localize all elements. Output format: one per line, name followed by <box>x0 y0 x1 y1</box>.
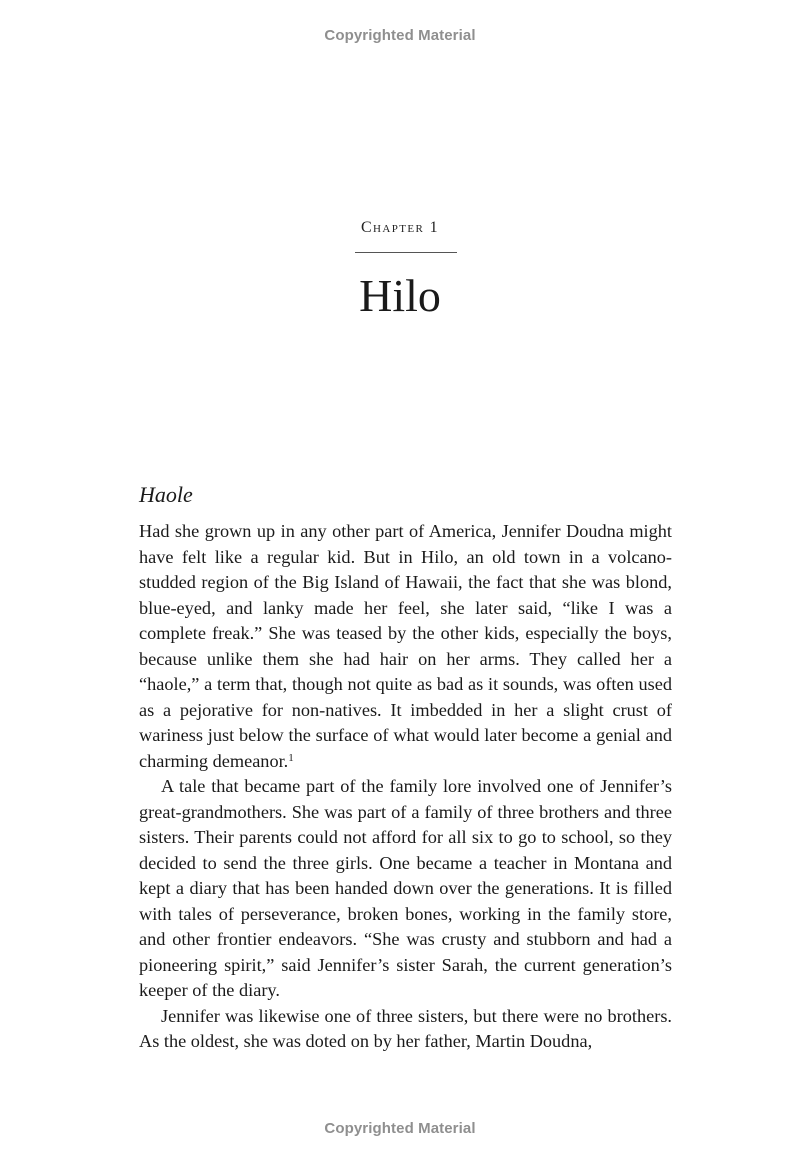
paragraph-1 <box>139 519 672 774</box>
paragraph-1-text: Had she grown up in any other part of America, Jennifer Doudna might have felt like a regular kid. But in Hilo, an old town in a volcano-studded region of the Big Island of Hawaii, the fact that she was blond, blue-eyed, and lanky made her feel, she later said, “like I was a complete freak.” She was teased by the other kids, especially the boys, because unlike them she had hair on her arms. They called her a “haole,” a term that, though not quite as bad as it sounds, was often used as a pejorative for non-natives. It imbedded in her a slight crust of wariness just below the surface of what would later become a genial and charming demeanor. <box>139 521 672 771</box>
section-heading: Haole <box>139 482 193 507</box>
chapter-title: Hilo <box>359 270 441 321</box>
paragraph-3: Jennifer was likewise one of three sisters, but there were no brothers. As the oldest, she was doted on by her father, Martin Doudna, <box>139 1005 672 1051</box>
chapter-label: Chapter 1 <box>360 219 440 236</box>
footnote-marker: 1 <box>288 751 294 764</box>
chapter-divider <box>355 252 457 253</box>
paragraph-2: A tale that became part of the family lore involved one of Jennifer’s great-grandmothers. She was part of a family of three brothers and three sisters. Their parents could not afford for all six to go to school, so they decided to send the three girls. One became a teacher in Montana and kept a diary that has been handed down over the generations. It is filled with tales of perseverance, broken bones, working in the family store, and other frontier endeavors. “She was crusty and stubborn and had a pioneering spirit,” said Jennifer’s sister Sarah, the current generation’s keeper of the diary. <box>139 776 672 1000</box>
copyright-watermark-top: Copyrighted Material <box>324 27 476 44</box>
copyright-watermark-bottom: Copyrighted Material <box>324 1120 476 1137</box>
body-text <box>139 519 672 1055</box>
